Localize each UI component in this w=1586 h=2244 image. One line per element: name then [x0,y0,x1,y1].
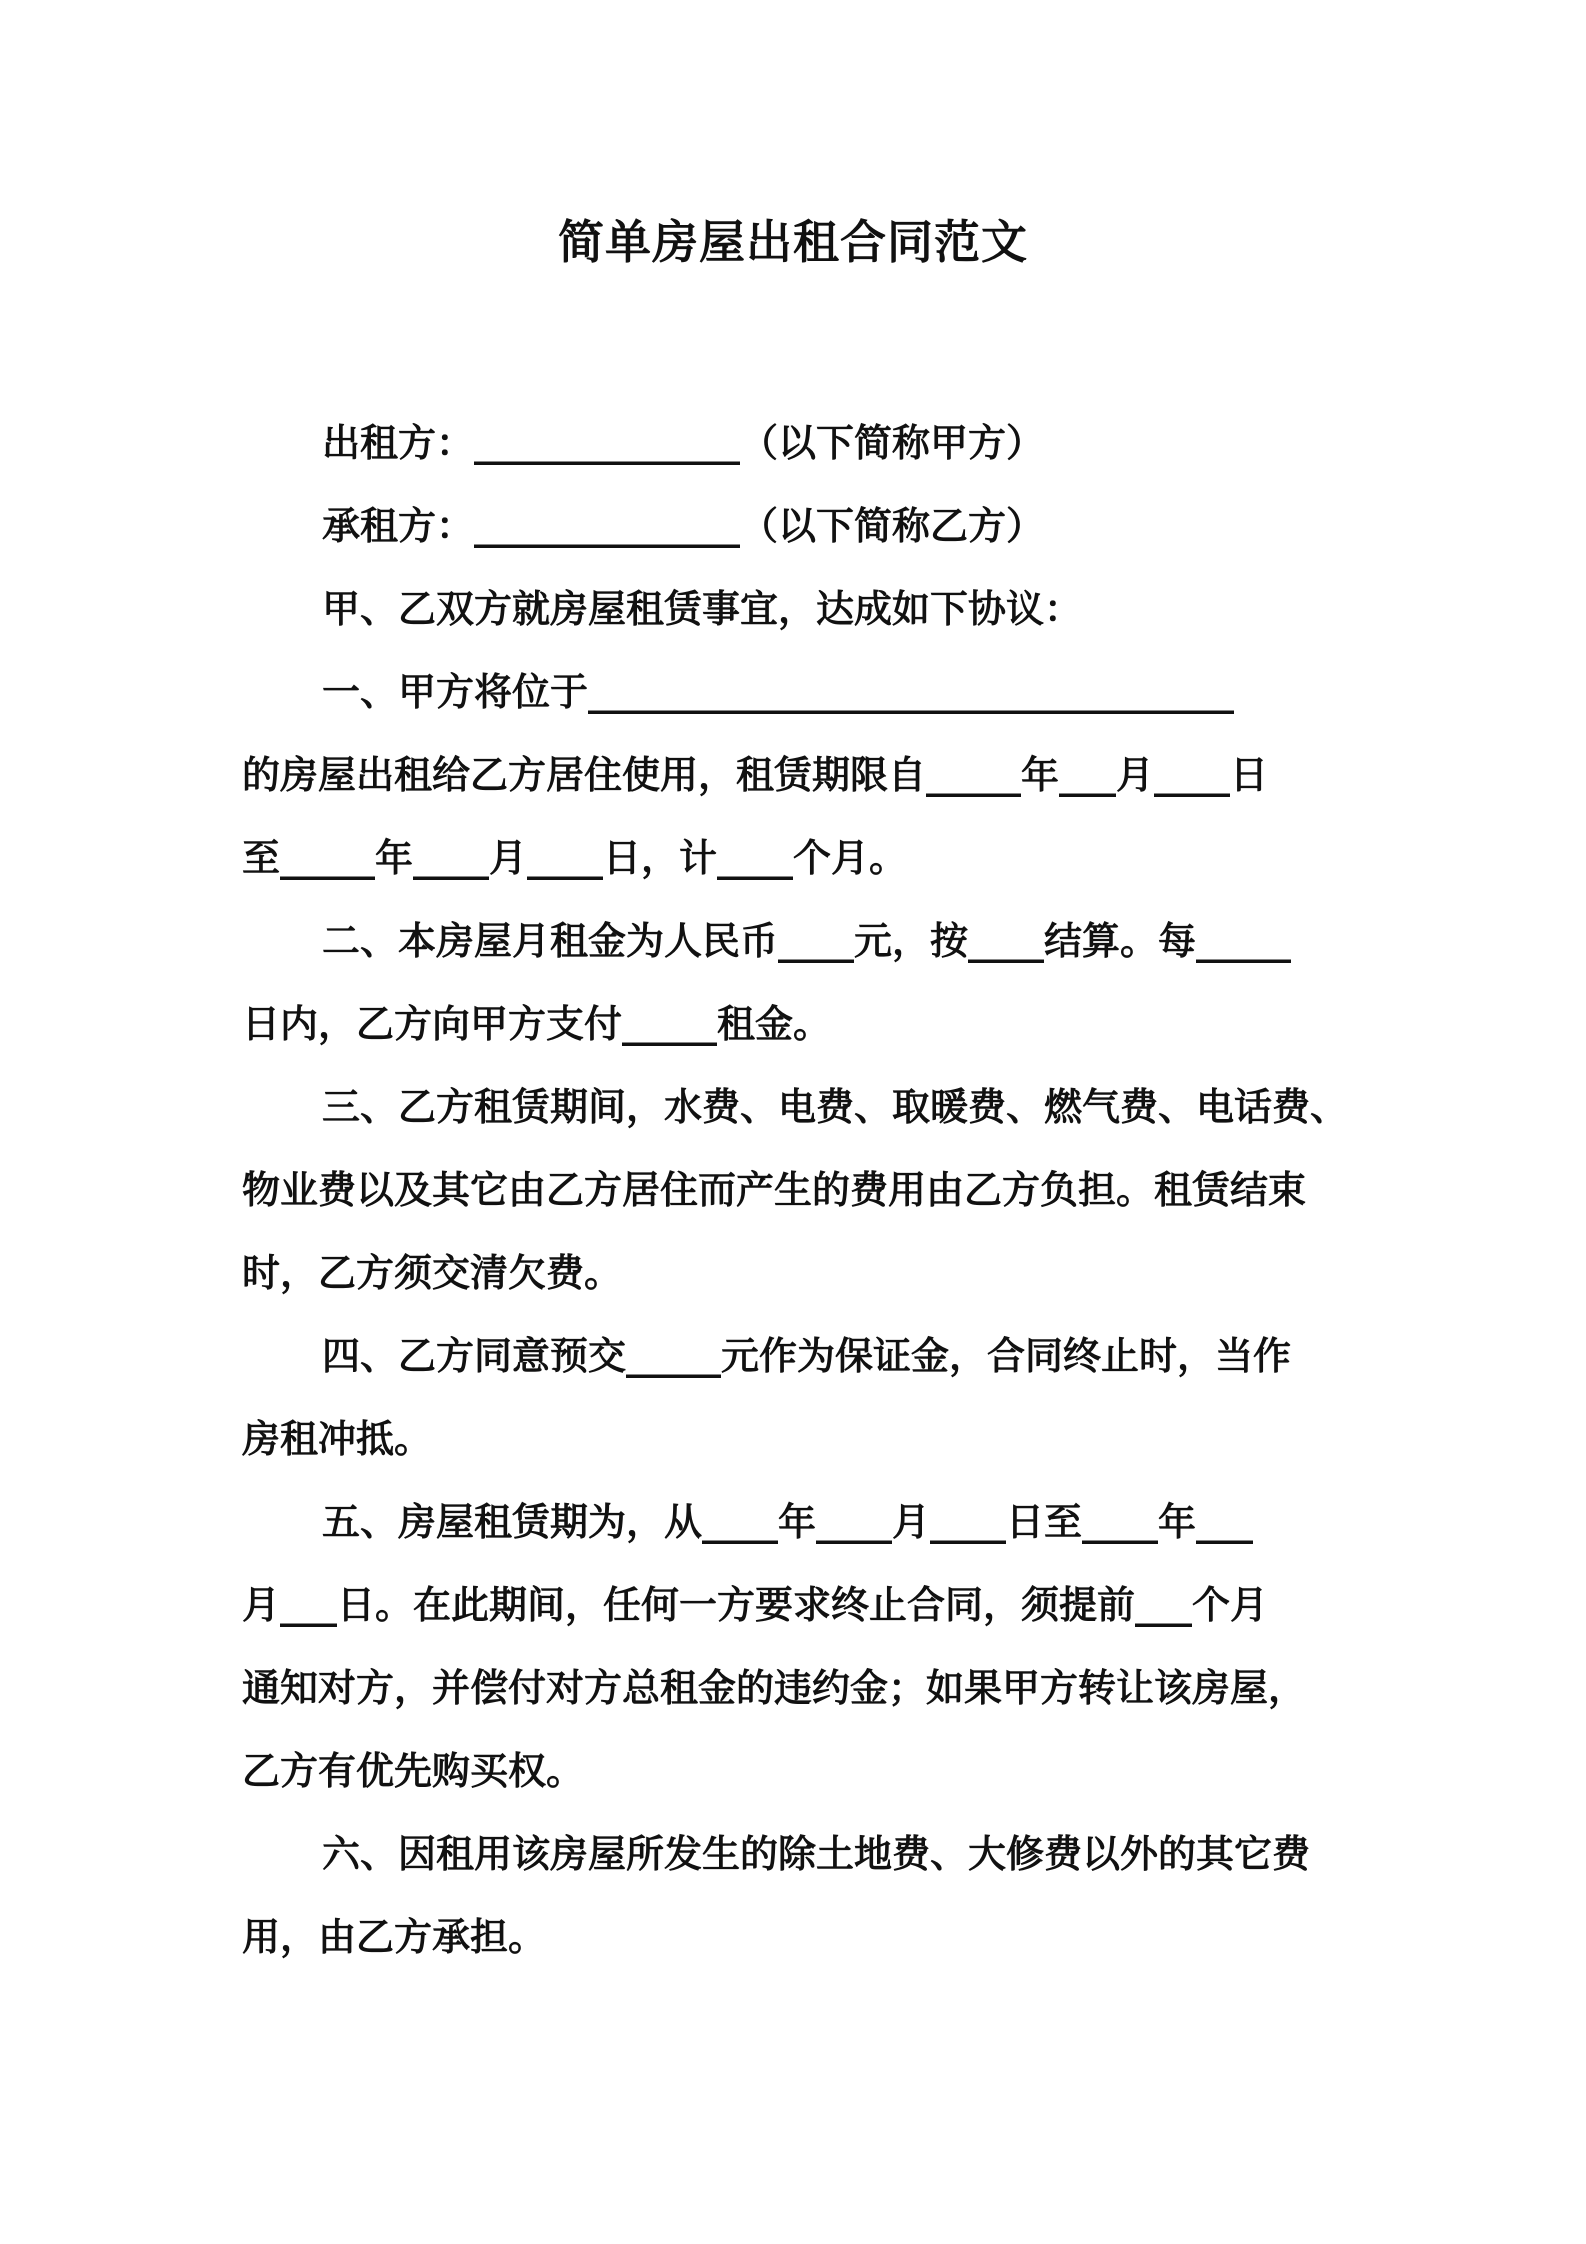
clause-1-line-3: 至_____年____月____日，计____个月。 [242,836,908,880]
clause-6-line-1: 六、因租用该房屋所发生的除土地费、大修费以外的其它费 [322,1832,1311,1876]
clause-3-line-3: 时，乙方须交清欠费。 [242,1251,623,1295]
document-title: 简单房屋出租合同范文 [558,215,1028,269]
clause-2-line-1: 二、本房屋月租金为人民币____元，按____结算。每_____ [322,919,1292,963]
lessor-line: 出租方：______________（以下简称甲方） [322,421,1045,465]
lessee-line: 承租方：______________（以下简称乙方） [322,504,1045,548]
clause-1-line-1: 一、甲方将位于__________________________________ [322,670,1235,714]
clause-6-line-2: 用，由乙方承担。 [242,1915,547,1959]
clause-4-line-2: 房租冲抵。 [242,1417,433,1461]
clause-5-line-2: 月___日。在此期间，任何一方要求终止合同，须提前___个月 [242,1583,1269,1627]
clause-3-line-2: 物业费以及其它由乙方居住而产生的费用由乙方负担。租赁结束 [242,1168,1307,1212]
clause-1-line-2: 的房屋出租给乙方居住使用，租赁期限自_____年___月____日 [242,753,1269,797]
clause-5-line-1: 五、房屋租赁期为，从____年____月____日至____年___ [322,1500,1254,1544]
clause-5-line-3: 通知对方，并偿付对方总租金的违约金；如果甲方转让该房屋， [242,1666,1307,1710]
clause-4-line-1: 四、乙方同意预交_____元作为保证金，合同终止时，当作 [322,1334,1292,1378]
document-body [242,402,1352,1979]
agreement-intro: 甲、乙双方就房屋租赁事宜，达成如下协议： [322,587,1083,631]
clause-5-line-4: 乙方有优先购买权。 [242,1749,585,1793]
clause-2-line-2: 日内，乙方向甲方支付_____租金。 [242,1002,832,1046]
clause-3-line-1: 三、乙方租赁期间，水费、电费、取暖费、燃气费、电话费、 [322,1085,1349,1129]
